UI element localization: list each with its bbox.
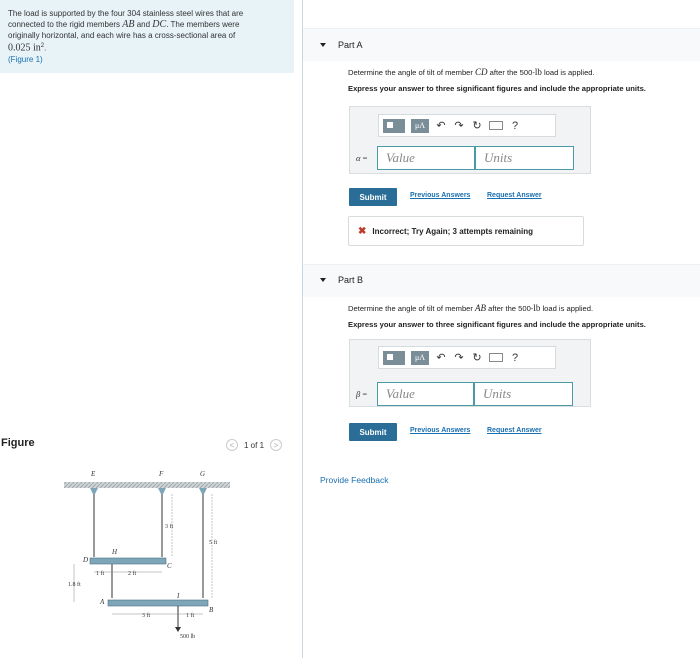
undo-icon[interactable]: ↶ bbox=[436, 352, 446, 364]
alpha-label bbox=[356, 153, 367, 163]
help-icon[interactable]: ? bbox=[511, 119, 519, 132]
redo-icon[interactable]: ↷ bbox=[454, 120, 464, 132]
dim-3ft-label: 3 ft bbox=[165, 524, 174, 530]
column-divider bbox=[302, 0, 303, 658]
member-ab: AB bbox=[122, 19, 135, 30]
templates-icon[interactable] bbox=[383, 119, 405, 133]
feedback-text: Incorrect; Try Again; 3 attempts remaining bbox=[372, 226, 534, 236]
part-b-prompt bbox=[348, 303, 593, 313]
anchor-e bbox=[90, 488, 98, 494]
units-input[interactable]: Units bbox=[474, 382, 573, 406]
problem-text: . The members were bbox=[166, 20, 240, 29]
part-b-submit-button[interactable]: Submit bbox=[349, 423, 397, 441]
label-d: D bbox=[83, 556, 89, 564]
prev-figure-button[interactable]: < bbox=[226, 439, 238, 451]
reset-icon[interactable]: ↻ bbox=[472, 352, 482, 364]
templates-icon[interactable] bbox=[383, 351, 405, 365]
load-label: 500 lb bbox=[180, 634, 196, 640]
prompt-member: CD bbox=[475, 67, 488, 77]
problem-text: and bbox=[134, 20, 153, 29]
undo-icon[interactable]: ↶ bbox=[436, 120, 446, 132]
units-mu-button[interactable]: μA bbox=[411, 119, 429, 133]
label-c: C bbox=[167, 562, 172, 570]
problem-statement bbox=[0, 0, 294, 73]
part-b-previous-answers-link[interactable]: Previous Answers bbox=[410, 427, 471, 434]
part-a-header-band bbox=[303, 28, 700, 61]
label-e: E bbox=[91, 470, 96, 478]
part-a-header[interactable] bbox=[320, 40, 363, 50]
value-input[interactable]: Value bbox=[377, 382, 474, 406]
label-g: G bbox=[200, 470, 206, 478]
member-dc: DC bbox=[152, 19, 167, 30]
label-h: H bbox=[112, 548, 118, 556]
part-b-answer-box bbox=[349, 339, 591, 407]
anchor-g bbox=[199, 488, 207, 494]
dim-3ft-bottom-label: 3 ft bbox=[142, 613, 151, 619]
prompt-text: load is applied. bbox=[541, 68, 595, 77]
label-b: B bbox=[209, 606, 214, 614]
dim-1ft-left-label: 1 ft bbox=[96, 571, 105, 577]
area-end: . bbox=[44, 43, 47, 53]
member-dc-bar bbox=[90, 558, 166, 564]
figure-pager bbox=[226, 439, 282, 451]
beta-symbol: β bbox=[356, 389, 361, 399]
area-value: 0.025 in bbox=[8, 42, 41, 54]
redo-icon[interactable]: ↷ bbox=[454, 352, 464, 364]
prompt-text: Determine the angle of tilt of member bbox=[348, 68, 476, 77]
incorrect-x-icon: ✖ bbox=[358, 225, 367, 237]
prompt-unit: lb bbox=[534, 67, 542, 77]
label-i: I bbox=[177, 592, 180, 600]
problem-line-2 bbox=[8, 19, 286, 30]
reset-icon[interactable]: ↻ bbox=[472, 120, 482, 132]
prompt-text: after the 500- bbox=[486, 304, 534, 313]
collapse-caret-icon[interactable] bbox=[320, 278, 326, 282]
part-a-answer-box bbox=[349, 106, 591, 174]
label-a: A bbox=[100, 598, 105, 606]
prompt-text: load is applied. bbox=[540, 304, 594, 313]
ceiling-support bbox=[64, 482, 230, 488]
units-mu-button[interactable]: μA bbox=[411, 351, 429, 365]
part-b-instruction: Express your answer to three significant figures and include the appropriate units. bbox=[348, 320, 646, 329]
prompt-unit: lb bbox=[533, 303, 541, 313]
part-a-previous-answers-link[interactable]: Previous Answers bbox=[410, 192, 471, 199]
part-a-prompt bbox=[348, 67, 595, 77]
part-b-request-answer-link[interactable]: Request Answer bbox=[487, 427, 542, 434]
member-ab-bar bbox=[108, 600, 208, 606]
provide-feedback-link[interactable]: Provide Feedback bbox=[320, 475, 389, 485]
value-input[interactable]: Value bbox=[377, 146, 475, 170]
prompt-text: Determine the angle of tilt of member bbox=[348, 304, 476, 313]
alpha-symbol: α bbox=[356, 153, 361, 163]
keyboard-icon[interactable] bbox=[489, 121, 503, 130]
anchor-f bbox=[158, 488, 166, 494]
prompt-text: after the 500- bbox=[487, 68, 535, 77]
units-input[interactable]: Units bbox=[475, 146, 574, 170]
label-f: F bbox=[159, 470, 164, 478]
problem-line-4 bbox=[8, 41, 286, 54]
area-exponent: 2 bbox=[40, 43, 45, 49]
dim-18ft-label: 1.8 ft bbox=[68, 582, 81, 588]
keyboard-icon[interactable] bbox=[489, 353, 503, 362]
dim-1ft-right-label: 1 ft bbox=[186, 613, 195, 619]
math-toolbar bbox=[378, 114, 556, 137]
help-icon[interactable]: ? bbox=[511, 351, 519, 364]
figure-link[interactable]: (Figure 1) bbox=[8, 54, 43, 64]
part-b-title: Part B bbox=[338, 275, 364, 285]
part-b-header[interactable] bbox=[320, 275, 363, 285]
figure-page-count: 1 of 1 bbox=[244, 440, 265, 450]
part-a-submit-button[interactable]: Submit bbox=[349, 188, 397, 206]
load-arrowhead bbox=[175, 627, 181, 632]
collapse-caret-icon[interactable] bbox=[320, 43, 326, 47]
figure-heading: Figure bbox=[1, 437, 35, 449]
dim-2ft-label: 2 ft bbox=[128, 571, 137, 577]
problem-line-3: originally horizontal, and each wire has a cross-sectional area of bbox=[8, 31, 236, 40]
part-a-title: Part A bbox=[338, 40, 363, 50]
math-toolbar bbox=[378, 346, 556, 369]
dim-5ft-label: 5 ft bbox=[209, 540, 218, 546]
part-a-feedback bbox=[348, 216, 584, 246]
prompt-member: AB bbox=[475, 303, 487, 313]
equals-sign: = bbox=[360, 389, 368, 399]
equals-sign: = bbox=[360, 153, 368, 163]
figure-diagram bbox=[60, 464, 242, 644]
problem-line-1: The load is supported by the four 304 stainless steel wires that are bbox=[8, 9, 244, 18]
beta-label bbox=[356, 389, 367, 399]
next-figure-button[interactable]: > bbox=[270, 439, 282, 451]
problem-text: connected to the rigid members bbox=[8, 20, 123, 29]
part-a-instruction: Express your answer to three significant figures and include the appropriate units. bbox=[348, 84, 646, 93]
part-a-request-answer-link[interactable]: Request Answer bbox=[487, 192, 542, 199]
